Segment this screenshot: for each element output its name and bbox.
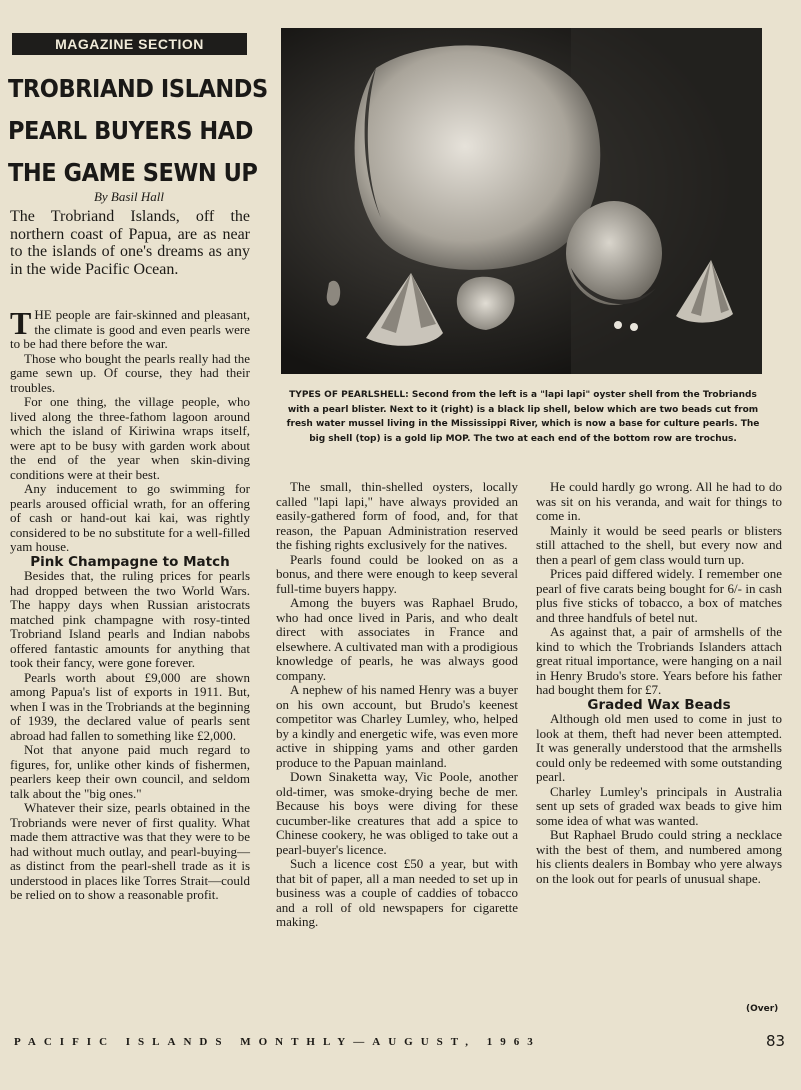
paragraph: Down Sinaketta way, Vic Poole, another old-timer, was smoke-drying beche de mer. Because his boys were diving for these cucumber-like creatures that add a spice to Chinese cookery, he was obliged to take out a pearl-buyer's licence. (276, 769, 518, 857)
paragraph: Mainly it would be seed pearls or blisters still attached to the shell, but every now and then a pearl of gem class would turn up. (536, 522, 782, 567)
paragraph: Pearls found could be looked on as a bonus, and there were enough to keep several full-time buyers happy. (276, 551, 518, 596)
continued-label: (Over) (746, 1004, 779, 1014)
paragraph: Whatever their size, pearls obtained in the Trobriands were never of first quality. What made them attractive was that they were to be had without much outlay, and pearl-buying—as distinct from the pearl-shell trade as it is understood in places like Torres Strait—could be relied on to show a reasonable profit. (10, 800, 250, 902)
headline (8, 68, 268, 194)
headline-line: THE GAME SEWN UP (8, 158, 258, 187)
paragraph: Those who bought the pearls really had the game sewn up. Of course, they had their troubles. (10, 350, 250, 395)
paragraph (10, 305, 250, 352)
pearlshell-photo (281, 28, 762, 374)
subhead: Graded Wax Beads (587, 696, 731, 713)
paragraph: Pearls worth about £9,000 are shown among Papua's list of exports in 1911. But, when I was in the Trobriands at the beginning of 1939, the declared value of pearls sent abroad had fallen to something like £2,000. (10, 669, 250, 743)
paragraph: The small, thin-shelled oysters, locally called "lapi lapi," have always provided an easily-gathered form of food, and, for that reason, the Papuan Administration reserved the fishing rights exclusively for the natives. (276, 479, 518, 552)
page-number: 83 (766, 1032, 786, 1050)
intro-paragraph: The Trobriand Islands, off the northern coast of Papua, are as near to the islands of one's dreams as any in the wide Pacific Ocean. (10, 208, 250, 278)
subhead: Pink Champagne to Match (30, 553, 230, 570)
paragraph: He could hardly go wrong. All he had to do was sit on his veranda, and wait for things to come in. (536, 479, 782, 523)
section-label: MAGAZINE SECTION (12, 33, 247, 55)
paragraph: Among the buyers was Raphael Brudo, who had once lived in Paris, and who dealt direct with associates in France and elsewhere. A cultivated man with a prodigious knowledge of pearls, he was always good company. (276, 595, 518, 683)
paragraph: Such a licence cost £50 a year, but with that bit of paper, all a man needed to set up in business was a couple of caddies of tobacco and a roll of old newspapers for cigarette making. (276, 856, 518, 929)
article-column-2 (276, 480, 518, 930)
mussel-bead (630, 323, 638, 331)
article-column-3 (536, 480, 782, 886)
paragraph: Not that anyone paid much regard to figures, for, unlike other kinds of fishermen, pearlers keep their own council, and seldom talk about the "big ones." (10, 742, 250, 801)
headline-line: PEARL BUYERS HAD (8, 116, 253, 145)
photo-caption: TYPES OF PEARLSHELL: Second from the left is a "lapi lapi" oyster shell from the Trobriands with a pearl blister. Next to it (right) is a black lip shell, below which are two beads cut from fresh water mussel living in the Mississippi River, which is now a base for culture pearls. The big shell (top) is a gold lip MOP. The two at each end of the bottom row are trochus. (286, 390, 760, 444)
paragraph: But Raphael Brudo could string a necklace with the best of them, and numbered among his clients dealers in Bombay who yere always on the look out for pearls of unusual shape. (536, 827, 782, 886)
paragraph: Besides that, the ruling prices for pearls had dropped between the two World Wars. The happy days when Russian aristocrats matched pink champagne with rosy-tinted Trobriand Island pearls and Indian nabobs offered fantastic amounts for anything that took their fancy, were gone forever. (10, 568, 250, 670)
paragraph: As against that, a pair of armshells of the kind to which the Trobriands Islanders attach great ritual importance, were hanging on a nail in Henry Brudo's store. Years before his father had bought them for £7. (536, 624, 782, 697)
headline-line: TROBRIAND ISLANDS (8, 74, 268, 103)
paragraph: Although old men used to come in just to look at them, theft had never been attempted. It was generally understood that the armshells could only be redeemed with some outstanding pearl. (536, 711, 782, 784)
pearlshell-illustration (281, 28, 762, 374)
paragraph: For one thing, the village people, who lived along the three-fathom lagoon around which the island of Kiriwina wraps itself, were apt to be busy with garden work about the end of the year when skin-diving conditions were at their best. (10, 394, 250, 482)
paragraph: Any inducement to go swimming for pearls aroused official wrath, for an offering of cash or hand-out kai kai, was rightly considered to be no substitute for a well-filled yam house. (10, 481, 250, 554)
drop-cap: T (10, 305, 32, 341)
mussel-bead (614, 321, 622, 329)
paragraph: Prices paid differed widely. I remember one pearl of five carats being bought for 6/- in cash plus five sticks of tobacco, a box of matches and three handfuls of betel nut. (536, 566, 782, 625)
page-footer: PACIFIC ISLANDS MONTHLY—AUGUST, 1963 (14, 1036, 541, 1048)
paragraph-text: HE people are fair-skinned and pleasant, the climate is good and even pearls were to be had there before the war. (10, 307, 250, 351)
paragraph: Charley Lumley's principals in Australia sent up sets of graded wax beads to give him some idea of what was wanted. (536, 783, 782, 828)
article-column-1 (10, 305, 250, 903)
paragraph: A nephew of his named Henry was a buyer on his own account, but Brudo's keenest competitor was Charley Lumley, who, helped by a kindly and energetic wife, was even more active in shipping yams and other garden produce to the Papuan mainland. (276, 682, 518, 770)
gold-lip-shell (355, 45, 601, 269)
byline: By Basil Hall (93, 189, 165, 204)
black-lip-shell (566, 201, 662, 305)
